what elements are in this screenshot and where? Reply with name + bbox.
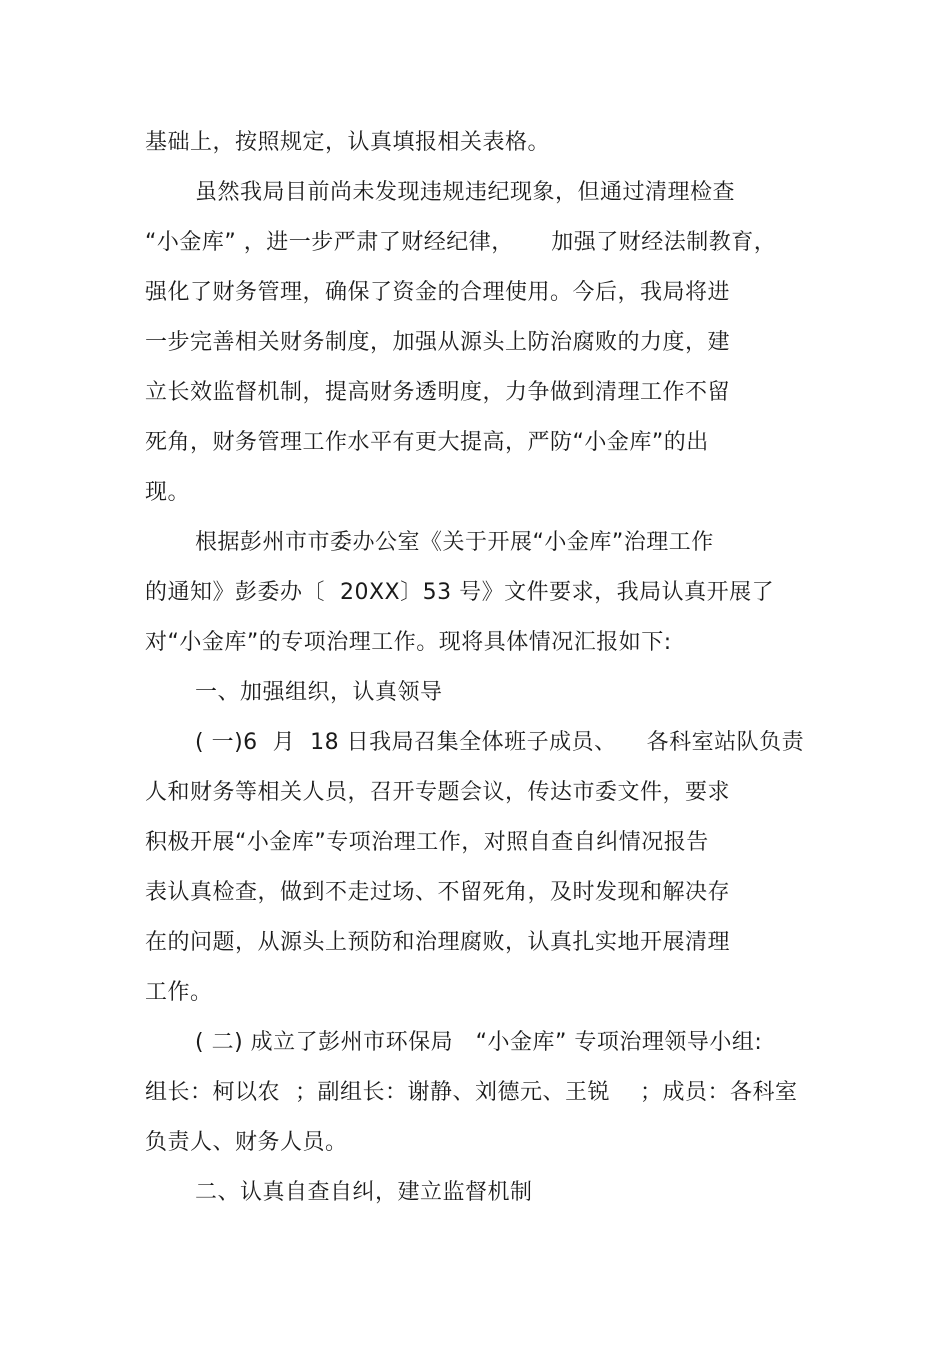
text-line-20: 组长：柯以农 ；副组长：谢静、刘德元、王锐 ；成员：各科室	[145, 1080, 798, 1105]
section-heading-2: 二、认真自查自纠，建立监督机制	[195, 1180, 533, 1205]
text-line-17: 在的问题，从源头上预防和治理腐败，认真扎实地开展清理	[145, 930, 731, 955]
text-line-8: 现。	[145, 480, 191, 505]
text-line-4: 强化了财务管理，确保了资金的合理使用。今后，我局将进	[145, 280, 731, 305]
text-line-9: 根据彭州市市委办公室《关于开展“小金库”治理工作	[195, 530, 714, 555]
text-line-6: 立长效监督机制，提高财务透明度，力争做到清理工作不留	[145, 380, 731, 405]
text-line-21: 负责人、财务人员。	[145, 1130, 348, 1155]
section-heading-1: 一、加强组织，认真领导	[195, 680, 443, 705]
text-line-15: 积极开展“小金库”专项治理工作，对照自查自纠情况报告	[145, 830, 709, 855]
text-line-18: 工作。	[145, 980, 213, 1005]
text-line-5: 一步完善相关财务制度，加强从源头上防治腐败的力度，建	[145, 330, 731, 355]
text-line-2: 虽然我局目前尚未发现违规违纪现象，但通过清理检查	[195, 180, 736, 205]
text-line-16: 表认真检查，做到不走过场、不留死角，及时发现和解决存	[145, 880, 731, 905]
text-line-7: 死角，财务管理工作水平有更大提高，严防“小金库”的出	[145, 430, 709, 455]
text-line-14: 人和财务等相关人员，召开专题会议，传达市委文件，要求	[145, 780, 731, 805]
text-line-1: 基础上，按照规定，认真填报相关表格。	[145, 130, 551, 155]
text-line-11: 对“小金库”的专项治理工作。现将具体情况汇报如下:	[145, 630, 672, 655]
text-line-13: ( 一)6 月 18 日我局召集全体班子成员、 各科室站队负责	[195, 730, 805, 755]
text-line-19: ( 二) 成立了彭州市环保局 “小金库” 专项治理领导小组:	[195, 1030, 763, 1055]
text-line-3: “小金库” ，进一步严肃了财经纪律， 加强了财经法制教育，	[145, 230, 777, 255]
text-line-10: 的通知》彭委办〔 20XX〕53 号》文件要求，我局认真开展了	[145, 580, 775, 605]
